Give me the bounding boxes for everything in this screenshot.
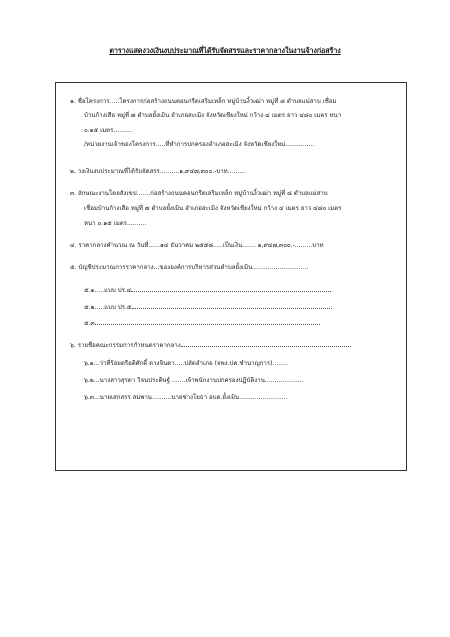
item-3-line-2: เชื่อมบ้านก้างเสือ หมู่ที่ ๗ ตำบลยั้งเมิน อำเภอสะเมิง จังหวัดเชียงใหม่ กว้าง ๔ เมตร ยาว ๔๘๐ เมตร: [84, 205, 342, 212]
item-6-member-3: ๖.๓...นายเสกสรร สมพาน..........นายช่างโยธา อบต.ยั้งเมิน.........................: [84, 394, 288, 401]
item-6-member-1: ๖.๑...ว่าที่ร้อยตรีอติศักดิ์ ดวงจินดา.....ปลัดอำเภอ (จพง.ปค.ชำนาญการ)........: [84, 360, 288, 367]
item-5-1-label: ๕.๑.....แบบ ปร.๔: [84, 287, 132, 294]
item-5-1: [84, 285, 331, 295]
item-5-2-blank: [132, 302, 332, 309]
document-title: ตารางแสดงวงเงินงบประมาณที่ได้รับจัดสรรและราคากลางในงานจ้างก่อสร้าง: [109, 46, 341, 55]
item-6-heading: ๖. รายชื่อคณะกรรมการกำหนดราคากลาง: [70, 342, 181, 349]
item-1-line-4: /หน่วยงานเจ้าของโครงการ.....ที่ทำการปกครองอำเภอสะเมิง จังหวัดเชียงใหม่...............: [84, 141, 315, 148]
item-1-line-2: บ้านก้างเสือ หมู่ที่ ๗ ตำบลยั้งเมิน อำเภอสะเมิง จังหวัดเชียงใหม่ กว้าง ๔ เมตร ยาว ๔๘๐ เมตร หนา: [84, 112, 342, 119]
item-5-3-label: ๕.๓: [84, 320, 95, 327]
item-6-member-2: ๖.๒...นางสาวสุรดา วิจนประดิษฐ์ .......เจ้าพนักงานปกครองปฏิบัติงาน....................: [84, 377, 304, 384]
item-3-line-1: ๓. ลักษณะงานโดยสังเขป.......ก่อสร้างถนนคอนกรีตเสริมเหล็ก หมู่บ้านงิ้วเฒ่า หมู่ที่ ๘ ตำบลแม่สาบ: [70, 190, 328, 197]
item-5-2-label: ๕.๒.....แบบ ปร.๕: [84, 304, 132, 311]
item-1-line-3: ๐.๑๕ เมตร..........: [84, 127, 133, 134]
item-4: ๔. ราคากลางคำนวณ ณ วันที่......๑๔ ธันวาคม ๒๕๕๘.....เป็นเงิน....... ๑,๙๔๗,๓๐๐.-.........บาท: [70, 242, 324, 249]
item-5-2: [84, 302, 332, 312]
item-3-line-3: หนา ๐.๑๕ เมตร..........: [84, 220, 147, 227]
item-5-3: [84, 318, 320, 328]
item-5-3-blank: [95, 318, 320, 325]
item-1-line-1: ๑. ชื่อโครงการ.....โครงการก่อสร้างถนนคอนกรีตเสริมเหล็ก หมู่บ้านงิ้วเฒ่า หมู่ที่ ๘ ตำบลแม่สาบ เชื่อม: [70, 98, 337, 105]
item-6-heading-blank: [181, 340, 351, 347]
item-2: ๒. วงเงินงบประมาณที่ได้รับจัดสรร..........๑,๙๔๗,๓๐๐.-บาท.........: [70, 168, 246, 175]
item-6-heading-row: [70, 340, 351, 350]
item-5-heading: ๕. บัญชีประมาณการราคากลาง...ขององค์การบริหารส่วนตำบลยั้งเมิน.............................: [70, 264, 309, 271]
item-5-1-blank: [131, 285, 331, 292]
